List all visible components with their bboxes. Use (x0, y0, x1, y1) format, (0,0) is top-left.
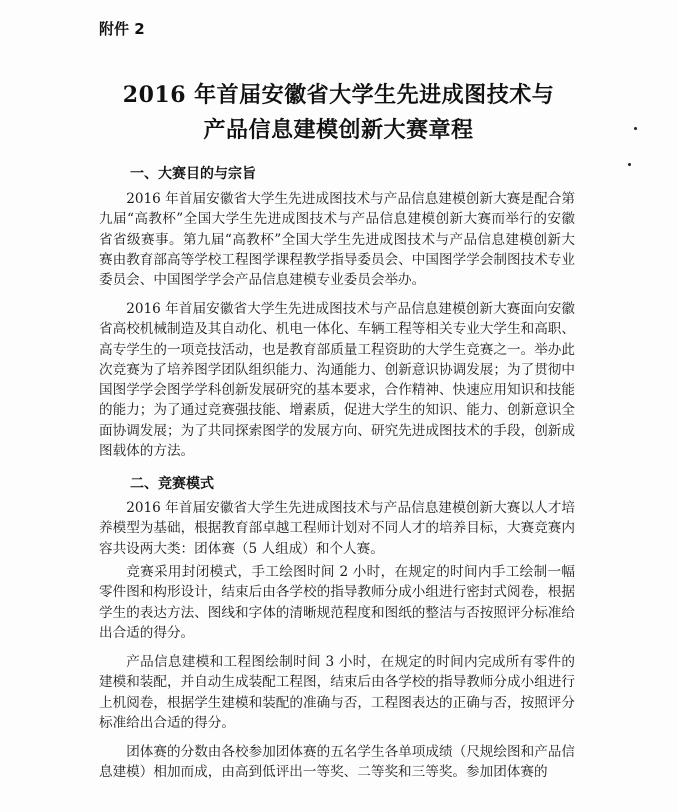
scan-speck (628, 163, 631, 166)
document-title-line-1: 2016 年首届安徽省大学生先进成图技术与 (122, 82, 555, 108)
paragraph: 竞赛采用封闭模式，手工绘图时间 2 小时，在规定的时间内手工绘制一幅零件图和构形设计，结束后由各学校的指导教师分成小组进行密封式阅卷，根据学生的表达方法、图线和字体的清晰规范程度和图纸的整洁与否按照评分标准给出合适的得分。 (99, 564, 575, 641)
paragraph: 产品信息建模和工程图绘制时间 3 小时，在规定的时间内完成所有零件的建模和装配，并自动生成装配工程图，结束后由各学校的指导教师分成小组进行上机阅卷，根据学生建模和装配的准确与否，工程图表达的正确与否，按照评分标准给出合适的得分。 (99, 654, 575, 731)
document-title-line-2: 产品信息建模创新大赛章程 (203, 117, 474, 143)
paragraph: 2016 年首届安徽省大学生先进成图技术与产品信息建模创新大赛面向安徽省高校机械制造及其自动化、机电一体化、车辆工程等相关专业大学生和高职、高专学生的一项竞技活动，也是教育部质量工程资助的大学生竞赛之一。举办此次竞赛为了培养图学团队组织能力、沟通能力、创新意识协调发展；为了贯彻中国图学学会图学学科创新发展研究的基本要求，合作精神、快速应用知识和技能的能力；为了通过竞赛强技能、增素质，促进大学生的知识、能力、创新意识全面协调发展；为了共同探索图学的发展方向、研究先进成图技术的手段，创新成图载体的方法。 (99, 301, 575, 460)
scan-speck (634, 127, 637, 130)
section-heading-mode: 二、竞赛模式 (130, 476, 214, 492)
section-heading-purpose: 一、大赛目的与宗旨 (130, 166, 256, 182)
paragraph: 团体赛的分数由各校参加团体赛的五名学生各单项成绩（尺规绘图和产品信息建模）相加而成，由高到低评出一等奖、二等奖和三等奖。参加团体赛的 (99, 744, 575, 781)
attachment-label: 附件 2 (99, 20, 145, 38)
paragraph: 2016 年首届安徽省大学生先进成图技术与产品信息建模创新大赛是配合第九届“高教杯”全国大学生先进成图技术与产品信息建模创新大赛而举行的安徽省省级赛事。第九届“高教杯”全国大学生先进成图技术与产品信息建模创新大赛由教育部高等学校工程图学课程教学指导委员会、中国图学学会制图技术专业委员会、中国图学学会产品信息建模专业委员会举办。 (99, 191, 575, 289)
paragraph: 2016 年首届安徽省大学生先进成图技术与产品信息建模创新大赛以人才培养模型为基础，根据教育部卓越工程师计划对不同人才的培养目标，大赛竞赛内容共设两大类：团体赛（5 人组成）和个人赛。 (99, 500, 575, 557)
